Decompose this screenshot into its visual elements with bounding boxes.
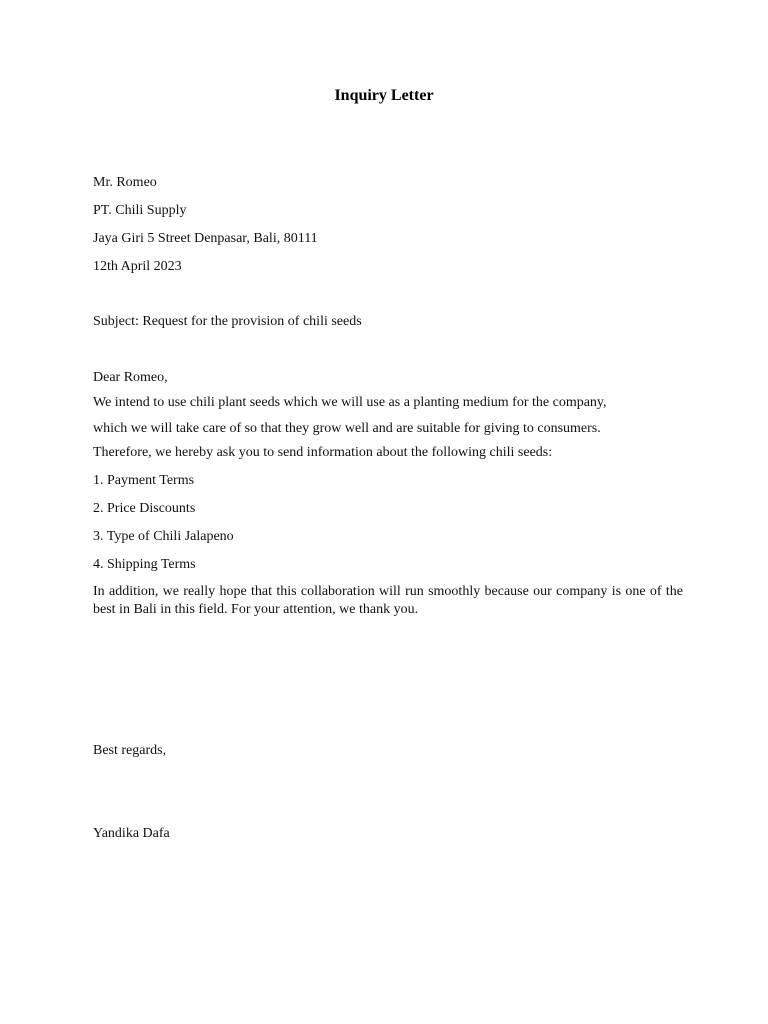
letter-subject: Subject: Request for the provision of chili seeds <box>93 314 362 329</box>
salutation: Dear Romeo, <box>93 370 168 385</box>
list-item: 2. Price Discounts <box>93 501 196 516</box>
closing-paragraph: In addition, we really hope that this collaboration will run smoothly because our company is one of the best in Bali in this field. For your attention, we thank you. <box>93 584 683 617</box>
signature-name: Yandika Dafa <box>93 826 170 841</box>
list-item: 1. Payment Terms <box>93 473 195 488</box>
recipient-name: Mr. Romeo <box>93 175 157 190</box>
recipient-address: Jaya Giri 5 Street Denpasar, Bali, 80111 <box>93 231 318 246</box>
body-line-1: We intend to use chili plant seeds which we will use as a planting medium for the company, <box>93 395 607 410</box>
recipient-company: PT. Chili Supply <box>93 203 187 218</box>
sign-off: Best regards, <box>93 743 167 758</box>
list-item: 4. Shipping Terms <box>93 557 196 572</box>
body-line-2: which we will take care of so that they grow well and are suitable for giving to consumers. <box>93 421 601 436</box>
list-item: 3. Type of Chili Jalapeno <box>93 529 234 544</box>
body-line-3: Therefore, we hereby ask you to send information about the following chili seeds: <box>93 445 553 460</box>
letter-title: Inquiry Letter <box>334 87 434 104</box>
letter-date: 12th April 2023 <box>93 259 182 274</box>
